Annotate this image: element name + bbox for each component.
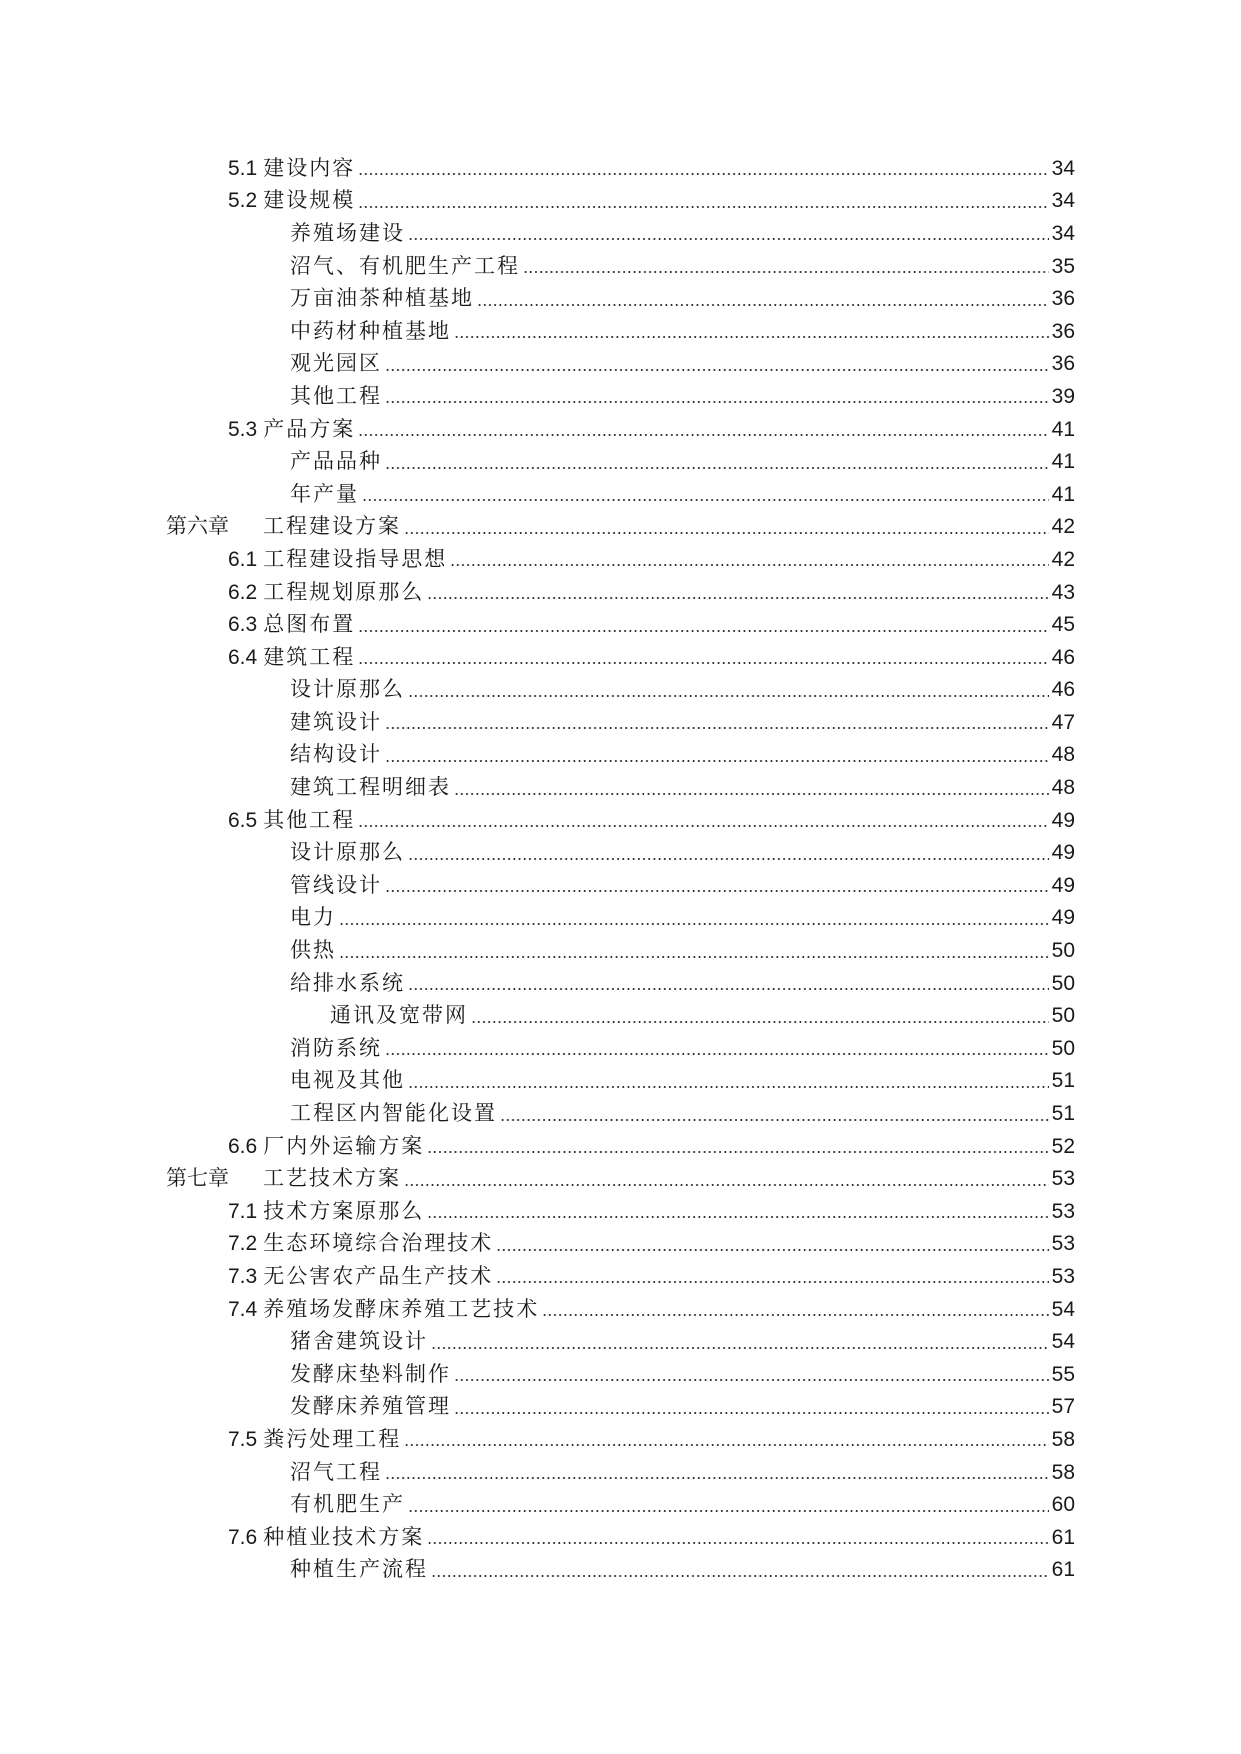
toc-dot-leader <box>542 1314 1048 1316</box>
toc-entry-title: 设计原那么 <box>290 840 405 865</box>
toc-entry[interactable] <box>0 1162 1241 1195</box>
toc-entry[interactable] <box>0 641 1241 674</box>
toc-entry-page-number: 53 <box>1051 1167 1075 1191</box>
toc-dot-leader <box>358 173 1048 175</box>
toc-entry[interactable] <box>0 478 1241 511</box>
toc-entry-page-number: 41 <box>1051 450 1075 474</box>
toc-entry-page-number: 48 <box>1051 776 1075 800</box>
toc-entry[interactable] <box>0 445 1241 478</box>
toc-entry-number: 7.2 <box>228 1232 258 1256</box>
toc-entry-page-number: 34 <box>1051 156 1075 180</box>
toc-dot-leader <box>496 1281 1048 1283</box>
toc-entry-page-number: 47 <box>1051 710 1075 734</box>
toc-entry[interactable] <box>0 380 1241 413</box>
toc-entry-title: 种植生产流程 <box>290 1557 428 1582</box>
toc-entry-title: 建筑设计 <box>290 709 382 734</box>
toc-entry-title: 建设规模 <box>263 188 356 213</box>
toc-entry[interactable] <box>0 543 1241 576</box>
toc-entry-title: 工程建设指导思想 <box>263 546 448 571</box>
toc-entry-page-number: 49 <box>1051 841 1075 865</box>
toc-dot-leader <box>404 532 1049 534</box>
toc-entry-page-number: 58 <box>1051 1427 1075 1451</box>
toc-entry-page-number: 53 <box>1051 1199 1075 1223</box>
toc-entry[interactable] <box>0 869 1241 902</box>
toc-entry-title: 其他工程 <box>263 807 356 832</box>
toc-entry-page-number: 49 <box>1051 906 1075 930</box>
toc-entry-title: 厂内外运输方案 <box>263 1133 425 1158</box>
toc-entry-page-number: 39 <box>1051 384 1075 408</box>
toc-entry-page-number: 42 <box>1051 515 1075 539</box>
toc-dot-leader <box>450 564 1048 566</box>
toc-dot-leader <box>362 499 1049 501</box>
toc-entry-page-number: 36 <box>1051 352 1075 376</box>
toc-entry[interactable] <box>0 1456 1241 1489</box>
toc-entry-number: 5.2 <box>228 189 258 213</box>
toc-entry[interactable] <box>0 1228 1241 1261</box>
toc-entry-page-number: 36 <box>1051 287 1075 311</box>
toc-entry[interactable] <box>0 1488 1241 1521</box>
toc-entry-page-number: 50 <box>1051 971 1075 995</box>
toc-dot-leader <box>408 1510 1049 1512</box>
toc-entry-title: 建设内容 <box>263 155 356 180</box>
toc-dot-leader <box>385 1477 1049 1479</box>
toc-entry-page-number: 41 <box>1051 482 1075 506</box>
toc-entry[interactable] <box>0 804 1241 837</box>
toc-entry-title: 万亩油茶种植基地 <box>290 286 474 311</box>
toc-entry-title: 养殖场建设 <box>290 220 405 245</box>
toc-entry[interactable] <box>0 706 1241 739</box>
toc-entry[interactable] <box>0 1293 1241 1326</box>
toc-entry-title: 种植业技术方案 <box>263 1524 425 1549</box>
toc-entry-title: 通讯及宽带网 <box>330 1003 468 1028</box>
toc-entry-page-number: 60 <box>1051 1493 1075 1517</box>
toc-entry-title: 发酵床垫料制作 <box>290 1361 451 1386</box>
toc-entry[interactable] <box>0 576 1241 609</box>
toc-dot-leader <box>385 760 1049 762</box>
toc-entry[interactable] <box>0 217 1241 250</box>
toc-entry[interactable] <box>0 1554 1241 1587</box>
toc-entry-page-number: 57 <box>1051 1395 1075 1419</box>
toc-dot-leader <box>454 793 1049 795</box>
toc-dot-leader <box>408 988 1049 990</box>
toc-entry-title: 其他工程 <box>290 383 382 408</box>
toc-dot-leader <box>404 1184 1049 1186</box>
toc-dot-leader <box>454 1412 1049 1414</box>
toc-entry-page-number: 48 <box>1051 743 1075 767</box>
toc-entry-title: 年产量 <box>290 481 359 506</box>
toc-entry-page-number: 54 <box>1051 1297 1075 1321</box>
toc-entry[interactable] <box>0 1065 1241 1098</box>
toc-entry-page-number: 34 <box>1051 221 1075 245</box>
toc-entry-number: 6.4 <box>228 645 258 669</box>
toc-entry-number: 6.1 <box>228 547 258 571</box>
toc-dot-leader <box>471 1021 1049 1023</box>
toc-dot-leader <box>358 825 1048 827</box>
toc-entry-page-number: 42 <box>1051 547 1075 571</box>
toc-entry-title: 结构设计 <box>290 742 382 767</box>
toc-dot-leader <box>385 1053 1049 1055</box>
toc-entry-title: 消防系统 <box>290 1035 382 1060</box>
toc-dot-leader <box>496 1249 1048 1251</box>
toc-entry-page-number: 41 <box>1051 417 1075 441</box>
toc-entry-page-number: 53 <box>1051 1232 1075 1256</box>
toc-entry[interactable] <box>0 836 1241 869</box>
toc-dot-leader <box>385 727 1049 729</box>
toc-entry-number: 7.1 <box>228 1199 258 1223</box>
toc-entry-title: 给排水系统 <box>290 970 405 995</box>
toc-dot-leader <box>408 695 1049 697</box>
toc-entry[interactable] <box>0 511 1241 544</box>
toc-entry-page-number: 49 <box>1051 873 1075 897</box>
toc-dot-leader <box>454 336 1049 338</box>
toc-entry-page-number: 52 <box>1051 1134 1075 1158</box>
toc-entry-page-number: 50 <box>1051 1004 1075 1028</box>
toc-dot-leader <box>408 1086 1049 1088</box>
toc-entry-number: 7.6 <box>228 1525 258 1549</box>
toc-entry[interactable] <box>0 902 1241 935</box>
toc-entry-title: 技术方案原那么 <box>263 1198 425 1223</box>
toc-entry-number: 5.1 <box>228 156 258 180</box>
toc-entry-number: 6.6 <box>228 1134 258 1158</box>
toc-dot-leader <box>358 206 1048 208</box>
toc-entry-number: 6.5 <box>228 808 258 832</box>
toc-dot-leader <box>427 1151 1048 1153</box>
toc-entry-page-number: 46 <box>1051 678 1075 702</box>
toc-entry-page-number: 55 <box>1051 1362 1075 1386</box>
toc-entry-page-number: 58 <box>1051 1460 1075 1484</box>
toc-dot-leader <box>431 1575 1049 1577</box>
toc-entry[interactable] <box>0 608 1241 641</box>
toc-entry[interactable] <box>0 1391 1241 1424</box>
toc-dot-leader <box>358 630 1048 632</box>
toc-entry-page-number: 34 <box>1051 189 1075 213</box>
toc-entry[interactable] <box>0 250 1241 283</box>
toc-entry[interactable] <box>0 348 1241 381</box>
toc-entry[interactable] <box>0 739 1241 772</box>
toc-dot-leader <box>500 1119 1049 1121</box>
toc-entry-page-number: 49 <box>1051 808 1075 832</box>
toc-entry-title: 建筑工程明细表 <box>290 775 451 800</box>
toc-entry-number: 6.2 <box>228 580 258 604</box>
toc-entry-title: 供热 <box>290 938 336 963</box>
toc-dot-leader <box>385 369 1049 371</box>
toc-entry-page-number: 35 <box>1051 254 1075 278</box>
toc-entry-title: 观光园区 <box>290 351 382 376</box>
toc-entry[interactable] <box>0 1097 1241 1130</box>
toc-dot-leader <box>385 467 1049 469</box>
toc-entry-title: 总图布置 <box>263 612 356 637</box>
toc-entry-title: 工程建设方案 <box>263 514 401 539</box>
toc-entry[interactable] <box>0 1260 1241 1293</box>
toc-entry-page-number: 53 <box>1051 1264 1075 1288</box>
toc-entry-page-number: 54 <box>1051 1330 1075 1354</box>
toc-entry-page-number: 50 <box>1051 939 1075 963</box>
toc-entry-title: 沼气工程 <box>290 1459 382 1484</box>
toc-dot-leader <box>358 662 1048 664</box>
toc-entry-page-number: 50 <box>1051 1036 1075 1060</box>
toc-entry-number: 6.3 <box>228 613 258 637</box>
toc-entry-page-number: 43 <box>1051 580 1075 604</box>
toc-entry-number: 5.3 <box>228 417 258 441</box>
toc-entry-page-number: 51 <box>1051 1069 1075 1093</box>
toc-entry[interactable] <box>0 413 1241 446</box>
toc-entry[interactable] <box>0 1195 1241 1228</box>
toc-entry[interactable] <box>0 152 1241 185</box>
toc-entry-number: 第六章 <box>166 515 229 539</box>
toc-dot-leader <box>385 401 1049 403</box>
toc-entry[interactable] <box>0 1521 1241 1554</box>
toc-entry[interactable] <box>0 1130 1241 1163</box>
table-of-contents <box>0 152 1241 1586</box>
toc-entry[interactable] <box>0 1325 1241 1358</box>
toc-entry-number: 7.3 <box>228 1264 258 1288</box>
toc-dot-leader <box>404 1444 1048 1446</box>
toc-entry-title: 有机肥生产 <box>290 1492 405 1517</box>
toc-entry-title: 工程规划原那么 <box>263 579 425 604</box>
toc-dot-leader <box>408 858 1049 860</box>
toc-entry-title: 生态环境综合治理技术 <box>263 1231 494 1256</box>
toc-entry-number: 7.4 <box>228 1297 258 1321</box>
toc-dot-leader <box>454 1379 1049 1381</box>
toc-entry-page-number: 61 <box>1051 1525 1075 1549</box>
toc-entry[interactable] <box>0 967 1241 1000</box>
toc-entry-title: 产品品种 <box>290 449 382 474</box>
toc-entry-title: 工程区内智能化设置 <box>290 1101 497 1126</box>
toc-entry-title: 管线设计 <box>290 872 382 897</box>
toc-entry-title: 产品方案 <box>263 416 356 441</box>
toc-entry-title: 电力 <box>290 905 336 930</box>
toc-entry-title: 无公害农产品生产技术 <box>263 1263 494 1288</box>
toc-entry[interactable] <box>0 282 1241 315</box>
toc-entry[interactable] <box>0 934 1241 967</box>
toc-entry-title: 沼气、有机肥生产工程 <box>290 253 520 278</box>
toc-entry[interactable] <box>0 1032 1241 1065</box>
toc-dot-leader <box>408 238 1049 240</box>
toc-dot-leader <box>427 597 1048 599</box>
toc-entry[interactable] <box>0 771 1241 804</box>
toc-entry-title: 猪舍建筑设计 <box>290 1329 428 1354</box>
toc-entry-number: 7.5 <box>228 1427 258 1451</box>
toc-entry-page-number: 61 <box>1051 1558 1075 1582</box>
toc-entry-title: 设计原那么 <box>290 677 405 702</box>
toc-entry-page-number: 45 <box>1051 613 1075 637</box>
toc-entry-title: 电视及其他 <box>290 1068 405 1093</box>
toc-dot-leader <box>339 923 1049 925</box>
toc-entry-title: 养殖场发酵床养殖工艺技术 <box>263 1296 540 1321</box>
toc-dot-leader <box>427 1542 1048 1544</box>
toc-entry[interactable] <box>0 674 1241 707</box>
toc-entry[interactable] <box>0 1358 1241 1391</box>
toc-entry[interactable] <box>0 1423 1241 1456</box>
toc-entry[interactable] <box>0 185 1241 218</box>
toc-entry-title: 工艺技术方案 <box>263 1166 401 1191</box>
toc-dot-leader <box>523 271 1049 273</box>
toc-dot-leader <box>431 1347 1049 1349</box>
toc-entry-title: 建筑工程 <box>263 644 356 669</box>
toc-entry[interactable] <box>0 315 1241 348</box>
toc-entry-title: 粪污处理工程 <box>263 1426 402 1451</box>
toc-entry-page-number: 51 <box>1051 1102 1075 1126</box>
toc-dot-leader <box>477 304 1049 306</box>
toc-entry-number: 第七章 <box>166 1167 229 1191</box>
toc-entry-page-number: 46 <box>1051 645 1075 669</box>
toc-dot-leader <box>385 890 1049 892</box>
toc-entry-page-number: 36 <box>1051 319 1075 343</box>
toc-dot-leader <box>427 1216 1048 1218</box>
toc-entry-title: 发酵床养殖管理 <box>290 1394 451 1419</box>
toc-entry[interactable] <box>0 999 1241 1032</box>
toc-dot-leader <box>339 956 1049 958</box>
toc-dot-leader <box>358 434 1048 436</box>
toc-entry-title: 中药材种植基地 <box>290 318 451 343</box>
